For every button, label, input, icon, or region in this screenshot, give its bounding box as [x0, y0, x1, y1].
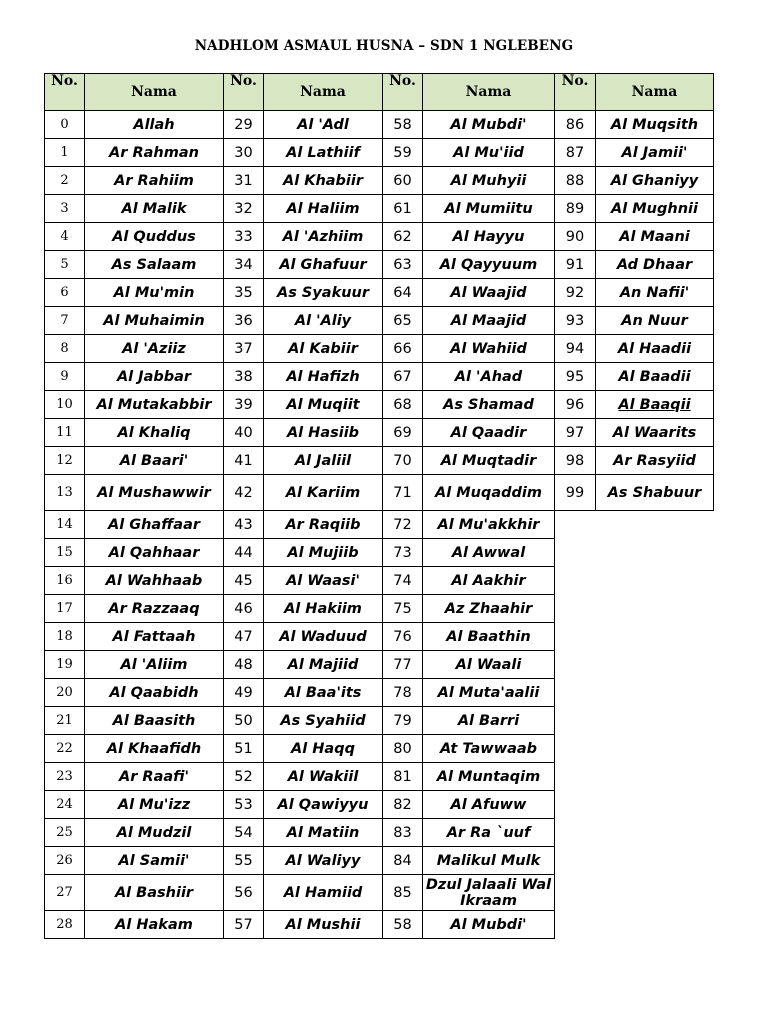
- number-cell: 74: [383, 567, 423, 595]
- name-cell: Ad Dhaar: [596, 251, 714, 279]
- name-cell: Allah: [85, 111, 224, 139]
- name-cell: Al Wakiil: [264, 763, 383, 791]
- empty-cell: [555, 511, 714, 539]
- name-cell: Al Matiin: [264, 819, 383, 847]
- name-cell: Al Haqq: [264, 735, 383, 763]
- name-cell: Ar Rasyiid: [596, 447, 714, 475]
- header-no: No.: [555, 74, 596, 111]
- name-cell: Al 'Aziiz: [85, 335, 224, 363]
- name-cell: Al Muqsith: [596, 111, 714, 139]
- number-cell: 81: [383, 763, 423, 791]
- number-cell: 72: [383, 511, 423, 539]
- header-no: No.: [383, 74, 423, 111]
- number-cell: 28: [45, 911, 85, 939]
- number-cell: 82: [383, 791, 423, 819]
- empty-cell: [555, 847, 714, 875]
- number-cell: 41: [224, 447, 264, 475]
- number-cell: 21: [45, 707, 85, 735]
- table-row: [45, 447, 714, 475]
- name-cell: Al Muqiit: [264, 391, 383, 419]
- name-cell: Al Hafizh: [264, 363, 383, 391]
- page-title: NADHLOM ASMAUL HUSNA – SDN 1 NGLEBENG: [194, 38, 574, 54]
- number-cell: 39: [224, 391, 264, 419]
- name-cell: Al Awwal: [423, 539, 555, 567]
- number-cell: 87: [555, 139, 596, 167]
- number-cell: 92: [555, 279, 596, 307]
- name-cell: As Shabuur: [596, 475, 714, 511]
- number-cell: 77: [383, 651, 423, 679]
- number-cell: 15: [45, 539, 85, 567]
- name-cell: Al Hakam: [85, 911, 224, 939]
- table-row: [45, 419, 714, 447]
- empty-cell: [555, 735, 714, 763]
- name-cell: Al Hayyu: [423, 223, 555, 251]
- header-row: [45, 74, 714, 111]
- name-cell: Al Baadii: [596, 363, 714, 391]
- number-cell: 30: [224, 139, 264, 167]
- name-cell: Al Baathin: [423, 623, 555, 651]
- table-row: [45, 707, 714, 735]
- table-row: [45, 875, 714, 911]
- header-nama: Nama: [423, 74, 555, 111]
- number-cell: 78: [383, 679, 423, 707]
- number-cell: 43: [224, 511, 264, 539]
- name-cell: Al Khaliq: [85, 419, 224, 447]
- number-cell: 54: [224, 819, 264, 847]
- name-cell: [596, 391, 714, 419]
- table-row: [45, 735, 714, 763]
- name-cell: Al Baari': [85, 447, 224, 475]
- number-cell: 3: [45, 195, 85, 223]
- number-cell: 80: [383, 735, 423, 763]
- name-cell: Az Zhaahir: [423, 595, 555, 623]
- table-row: [45, 279, 714, 307]
- name-cell: As Salaam: [85, 251, 224, 279]
- name-cell: Al Mushawwir: [85, 475, 224, 511]
- table-row: [45, 111, 714, 139]
- number-cell: 90: [555, 223, 596, 251]
- number-cell: 23: [45, 763, 85, 791]
- name-cell: Ar Raafi': [85, 763, 224, 791]
- table-row: [45, 911, 714, 939]
- table-row: [45, 847, 714, 875]
- number-cell: 58: [383, 111, 423, 139]
- number-cell: 38: [224, 363, 264, 391]
- number-cell: 93: [555, 307, 596, 335]
- name-cell: Al Bashiir: [85, 875, 224, 911]
- name-cell: Al Quddus: [85, 223, 224, 251]
- number-cell: 20: [45, 679, 85, 707]
- number-cell: 17: [45, 595, 85, 623]
- number-cell: 83: [383, 819, 423, 847]
- name-cell: Al 'Aliy: [264, 307, 383, 335]
- table-row: [45, 139, 714, 167]
- header-nama: Nama: [85, 74, 224, 111]
- name-cell: Al Waali: [423, 651, 555, 679]
- number-cell: 19: [45, 651, 85, 679]
- name-cell: As Syahiid: [264, 707, 383, 735]
- number-cell: 45: [224, 567, 264, 595]
- number-cell: 56: [224, 875, 264, 911]
- name-cell: At Tawwaab: [423, 735, 555, 763]
- number-cell: 6: [45, 279, 85, 307]
- number-cell: 57: [224, 911, 264, 939]
- name-cell: Al Qahhaar: [85, 539, 224, 567]
- number-cell: 8: [45, 335, 85, 363]
- name-cell: Al Ghaniyy: [596, 167, 714, 195]
- name-cell: Al Muta'aalii: [423, 679, 555, 707]
- table-row: [45, 679, 714, 707]
- number-cell: 96: [555, 391, 596, 419]
- table-body: [45, 111, 714, 939]
- name-cell: Al Mumiitu: [423, 195, 555, 223]
- number-cell: 76: [383, 623, 423, 651]
- name-cell: Al Khaafidh: [85, 735, 224, 763]
- name-cell: Al 'Azhiim: [264, 223, 383, 251]
- name-cell: Ar Rahman: [85, 139, 224, 167]
- number-cell: 9: [45, 363, 85, 391]
- name-cell: Al Fattaah: [85, 623, 224, 651]
- empty-cell: [555, 679, 714, 707]
- number-cell: 75: [383, 595, 423, 623]
- empty-cell: [555, 623, 714, 651]
- name-cell: Al Mubdi': [423, 911, 555, 939]
- name-cell: Al Mushii: [264, 911, 383, 939]
- number-cell: 98: [555, 447, 596, 475]
- name-cell: Al Barri: [423, 707, 555, 735]
- number-cell: 12: [45, 447, 85, 475]
- name-cell: Al Maajid: [423, 307, 555, 335]
- name-cell: Al Jabbar: [85, 363, 224, 391]
- name-cell: Al Waduud: [264, 623, 383, 651]
- header-nama: Nama: [596, 74, 714, 111]
- table-row: [45, 251, 714, 279]
- number-cell: 61: [383, 195, 423, 223]
- number-cell: 37: [224, 335, 264, 363]
- name-cell: Al Muntaqim: [423, 763, 555, 791]
- number-cell: 11: [45, 419, 85, 447]
- number-cell: 88: [555, 167, 596, 195]
- number-cell: 63: [383, 251, 423, 279]
- name-cell: Al Lathiif: [264, 139, 383, 167]
- header-nama: Nama: [264, 74, 383, 111]
- number-cell: 47: [224, 623, 264, 651]
- header-no: No.: [45, 74, 85, 111]
- number-cell: 27: [45, 875, 85, 911]
- name-cell: Al Jamii': [596, 139, 714, 167]
- table-row: [45, 819, 714, 847]
- table-row: [45, 195, 714, 223]
- number-cell: 65: [383, 307, 423, 335]
- number-cell: 42: [224, 475, 264, 511]
- name-cell: Dzul Jalaali Wal Ikraam: [423, 875, 555, 911]
- empty-cell: [555, 707, 714, 735]
- number-cell: 64: [383, 279, 423, 307]
- number-cell: 2: [45, 167, 85, 195]
- number-cell: 33: [224, 223, 264, 251]
- empty-cell: [555, 595, 714, 623]
- number-cell: 36: [224, 307, 264, 335]
- number-cell: 25: [45, 819, 85, 847]
- name-cell: Al Qawiyyu: [264, 791, 383, 819]
- name-cell: Al Malik: [85, 195, 224, 223]
- number-cell: 84: [383, 847, 423, 875]
- name-cell: Al Hasiib: [264, 419, 383, 447]
- name-cell: Al Maani: [596, 223, 714, 251]
- name-cell: Al Mubdi': [423, 111, 555, 139]
- name-cell: Al Haadii: [596, 335, 714, 363]
- number-cell: 16: [45, 567, 85, 595]
- name-cell: As Syakuur: [264, 279, 383, 307]
- name-cell: Al Baa'its: [264, 679, 383, 707]
- table-row: [45, 567, 714, 595]
- number-cell: 51: [224, 735, 264, 763]
- empty-cell: [555, 567, 714, 595]
- number-cell: 0: [45, 111, 85, 139]
- name-cell: Al Waajid: [423, 279, 555, 307]
- number-cell: 59: [383, 139, 423, 167]
- number-cell: 13: [45, 475, 85, 511]
- number-cell: 69: [383, 419, 423, 447]
- number-cell: 26: [45, 847, 85, 875]
- name-text: Al Baaqii: [618, 396, 691, 413]
- name-cell: Al Ghafuur: [264, 251, 383, 279]
- name-cell: Al Qaabidh: [85, 679, 224, 707]
- empty-cell: [555, 875, 714, 911]
- name-cell: Al Muqtadir: [423, 447, 555, 475]
- name-cell: Al Mutakabbir: [85, 391, 224, 419]
- name-cell: Malikul Mulk: [423, 847, 555, 875]
- number-cell: 34: [224, 251, 264, 279]
- empty-cell: [555, 539, 714, 567]
- empty-cell: [555, 763, 714, 791]
- number-cell: 18: [45, 623, 85, 651]
- number-cell: 14: [45, 511, 85, 539]
- name-cell: Al Wahiid: [423, 335, 555, 363]
- header-no: No.: [224, 74, 264, 111]
- number-cell: 85: [383, 875, 423, 911]
- table-row: [45, 475, 714, 511]
- name-cell: Ar Razzaaq: [85, 595, 224, 623]
- number-cell: 44: [224, 539, 264, 567]
- empty-cell: [555, 819, 714, 847]
- empty-cell: [555, 791, 714, 819]
- number-cell: 94: [555, 335, 596, 363]
- number-cell: 86: [555, 111, 596, 139]
- number-cell: 67: [383, 363, 423, 391]
- number-cell: 1: [45, 139, 85, 167]
- name-cell: Al Aakhir: [423, 567, 555, 595]
- name-cell: Al Mughnii: [596, 195, 714, 223]
- name-cell: Al Khabiir: [264, 167, 383, 195]
- name-cell: Al Mujiib: [264, 539, 383, 567]
- name-cell: Al Wahhaab: [85, 567, 224, 595]
- name-cell: Al Mudzil: [85, 819, 224, 847]
- name-cell: Al Haliim: [264, 195, 383, 223]
- number-cell: 68: [383, 391, 423, 419]
- number-cell: 35: [224, 279, 264, 307]
- number-cell: 53: [224, 791, 264, 819]
- name-cell: As Shamad: [423, 391, 555, 419]
- name-cell: Al Muhaimin: [85, 307, 224, 335]
- name-cell: Al Hakiim: [264, 595, 383, 623]
- name-cell: Al 'Adl: [264, 111, 383, 139]
- name-cell: Al Muqaddim: [423, 475, 555, 511]
- number-cell: 58: [383, 911, 423, 939]
- number-cell: 40: [224, 419, 264, 447]
- number-cell: 62: [383, 223, 423, 251]
- number-cell: 66: [383, 335, 423, 363]
- number-cell: 48: [224, 651, 264, 679]
- number-cell: 70: [383, 447, 423, 475]
- name-cell: Al Waasi': [264, 567, 383, 595]
- table-row: [45, 363, 714, 391]
- table-row: [45, 763, 714, 791]
- table-row: [45, 307, 714, 335]
- number-cell: 95: [555, 363, 596, 391]
- table-row: [45, 651, 714, 679]
- name-cell: Ar Ra `uuf: [423, 819, 555, 847]
- name-cell: Al 'Ahad: [423, 363, 555, 391]
- number-cell: 71: [383, 475, 423, 511]
- number-cell: 29: [224, 111, 264, 139]
- table-row: [45, 167, 714, 195]
- name-cell: Al Mu'akkhir: [423, 511, 555, 539]
- number-cell: 97: [555, 419, 596, 447]
- number-cell: 50: [224, 707, 264, 735]
- name-cell: Al Waliyy: [264, 847, 383, 875]
- number-cell: 32: [224, 195, 264, 223]
- number-cell: 31: [224, 167, 264, 195]
- number-cell: 24: [45, 791, 85, 819]
- empty-cell: [555, 911, 714, 939]
- number-cell: 60: [383, 167, 423, 195]
- number-cell: 7: [45, 307, 85, 335]
- name-cell: Al Qayyuum: [423, 251, 555, 279]
- table-row: [45, 595, 714, 623]
- table-row: [45, 539, 714, 567]
- number-cell: 55: [224, 847, 264, 875]
- table-row: [45, 623, 714, 651]
- name-cell: Al Jaliil: [264, 447, 383, 475]
- asmaul-husna-table: [44, 73, 714, 939]
- table-row: [45, 511, 714, 539]
- name-cell: Al Qaadir: [423, 419, 555, 447]
- number-cell: 4: [45, 223, 85, 251]
- name-cell: Al Muhyii: [423, 167, 555, 195]
- name-cell: Ar Raqiib: [264, 511, 383, 539]
- name-cell: Ar Rahiim: [85, 167, 224, 195]
- number-cell: 46: [224, 595, 264, 623]
- name-cell: Al Ghaffaar: [85, 511, 224, 539]
- name-cell: Al Hamiid: [264, 875, 383, 911]
- name-cell: Al Kabiir: [264, 335, 383, 363]
- name-cell: Al Mu'izz: [85, 791, 224, 819]
- number-cell: 5: [45, 251, 85, 279]
- name-cell: Al 'Aliim: [85, 651, 224, 679]
- number-cell: 22: [45, 735, 85, 763]
- table-row: [45, 335, 714, 363]
- table-row: [45, 223, 714, 251]
- number-cell: 91: [555, 251, 596, 279]
- number-cell: 73: [383, 539, 423, 567]
- number-cell: 52: [224, 763, 264, 791]
- table-row: [45, 791, 714, 819]
- number-cell: 10: [45, 391, 85, 419]
- name-cell: Al Waarits: [596, 419, 714, 447]
- name-cell: Al Kariim: [264, 475, 383, 511]
- name-cell: Al Majiid: [264, 651, 383, 679]
- name-cell: Al Mu'iid: [423, 139, 555, 167]
- number-cell: 49: [224, 679, 264, 707]
- name-cell: Al Afuww: [423, 791, 555, 819]
- table-row: [45, 391, 714, 419]
- name-cell: An Nafii': [596, 279, 714, 307]
- name-cell: Al Mu'min: [85, 279, 224, 307]
- name-cell: An Nuur: [596, 307, 714, 335]
- number-cell: 89: [555, 195, 596, 223]
- number-cell: 99: [555, 475, 596, 511]
- name-cell: Al Samii': [85, 847, 224, 875]
- number-cell: 79: [383, 707, 423, 735]
- empty-cell: [555, 651, 714, 679]
- name-cell: Al Baasith: [85, 707, 224, 735]
